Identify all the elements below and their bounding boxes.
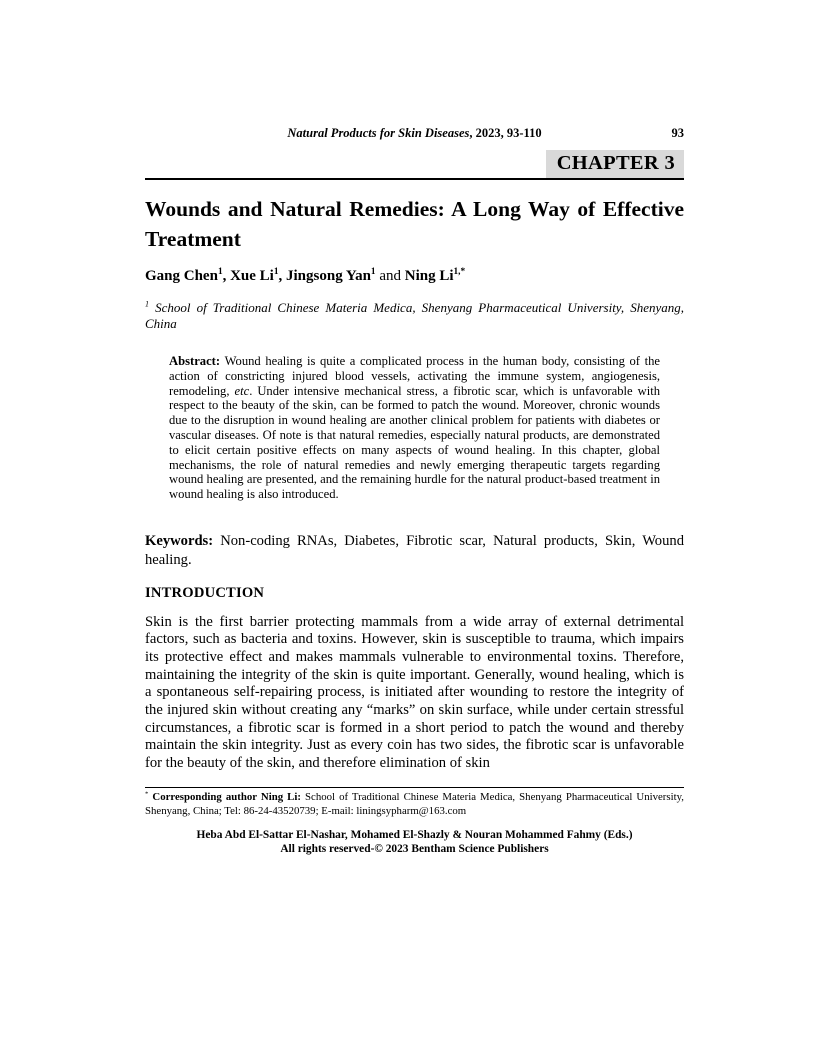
corresponding-author-footnote [145, 791, 684, 818]
author-name-1: Gang Chen [145, 268, 218, 284]
article-title: Wounds and Natural Remedies: A Long Way of Effective Treatment [145, 197, 684, 251]
author-name-4: Ning Li [404, 268, 454, 284]
copyright-line: All rights reserved-© 2023 Bentham Science Publishers [280, 843, 549, 856]
author-name-3: Jingsong Yan [286, 268, 371, 284]
byline-separator-2: , [278, 268, 287, 284]
page-content [145, 0, 684, 857]
author-byline [145, 267, 684, 285]
author-superscript-2: 1 [273, 267, 279, 277]
affiliation-text: School of Traditional Chinese Materia Medica, Shenyang Pharmaceutical University, Shenyang, China [145, 300, 684, 331]
chapter-banner: CHAPTER 3 [546, 150, 684, 178]
footnote-separator [145, 787, 684, 788]
footnote-text: School of Traditional Chinese Materia Medica, Shenyang Pharmaceutical University, Shenyang, China; Tel: 86-24-43520739; E-mail: liningsypharm@163.com [145, 791, 684, 817]
abstract-label: Abstract: [169, 354, 225, 368]
abstract-text-2: . Under intensive mechanical stress, a fibrotic scar, which is unfavorable with respect to the beauty of the skin, can be formed to patch the wound. Moreover, chronic wounds due to the disruption in wound healing are another clinical problem for patients with diabetes or vascular diseases. Of note is that natural remedies, especially natural products, are demonstrated to elicit certain positive effects on many aspects of wound healing. In this chapter, global mechanisms, the role of natural remedies and newly emerging therapeutic targets regarding wound healing are presented, and the remaining hurdle for the natural product-based treatment in wound healing is also introduced. [169, 383, 660, 502]
running-citation-suffix: , 2023, 93-110 [469, 126, 542, 140]
running-head [145, 126, 684, 141]
affiliation-marker: 1 [145, 299, 150, 309]
abstract-etc-italic: etc [234, 383, 250, 398]
keywords-label: Keywords: [145, 532, 221, 549]
chapter-banner-row [145, 150, 684, 180]
editors-footer [145, 829, 684, 857]
page-number: 93 [671, 126, 684, 140]
section-heading-introduction: INTRODUCTION [145, 584, 265, 601]
introduction-paragraph: Skin is the first barrier protecting mammals from a wide array of external detrimental factors, such as bacteria and toxins. However, skin is susceptible to trauma, which impairs its protective effect and makes mammals vulnerable to environmental toxins. Therefore, maintaining the integrity of the skin is quite important. Generally, wound healing, which is a spontaneous self-repairing process, is initiated after wounding to restore the integrity of the injured skin without creating any “marks” on skin surface, while under certain stressful circumstances, a fibrotic scar is formed in a short period to patch the wound and thereby maintain the skin integrity. Just as every coin has two sides, the fibrotic scar is unfavorable for the beauty of the skin, and therefore elimination of skin [145, 613, 684, 772]
author-superscript-4: 1,* [453, 267, 466, 277]
byline-separator-1: , [222, 268, 231, 284]
keywords [145, 532, 684, 570]
keywords-text: Non-coding RNAs, Diabetes, Fibrotic scar, Natural products, Skin, Wound healing. [145, 532, 684, 568]
author-name-2: Xue Li [230, 268, 274, 284]
editors-line: Heba Abd El-Sattar El-Nashar, Mohamed El-Shazly & Nouran Mohammed Fahmy (Eds.) [196, 829, 633, 842]
author-superscript-1: 1 [217, 267, 223, 277]
affiliation [145, 300, 684, 331]
author-superscript-3: 1 [370, 267, 376, 277]
abstract [169, 354, 660, 502]
running-book-title: Natural Products for Skin Diseases [287, 126, 470, 140]
footnote-label: Corresponding author Ning Li: [152, 791, 306, 804]
abstract-text-1: Wound healing is quite a complicated process in the human body, consisting of the action of constricting injured blood vessels, activating the immune system, angiogenesis, remodeling, [169, 354, 660, 398]
byline-and: and [375, 268, 405, 284]
footnote-marker: * [145, 790, 149, 798]
